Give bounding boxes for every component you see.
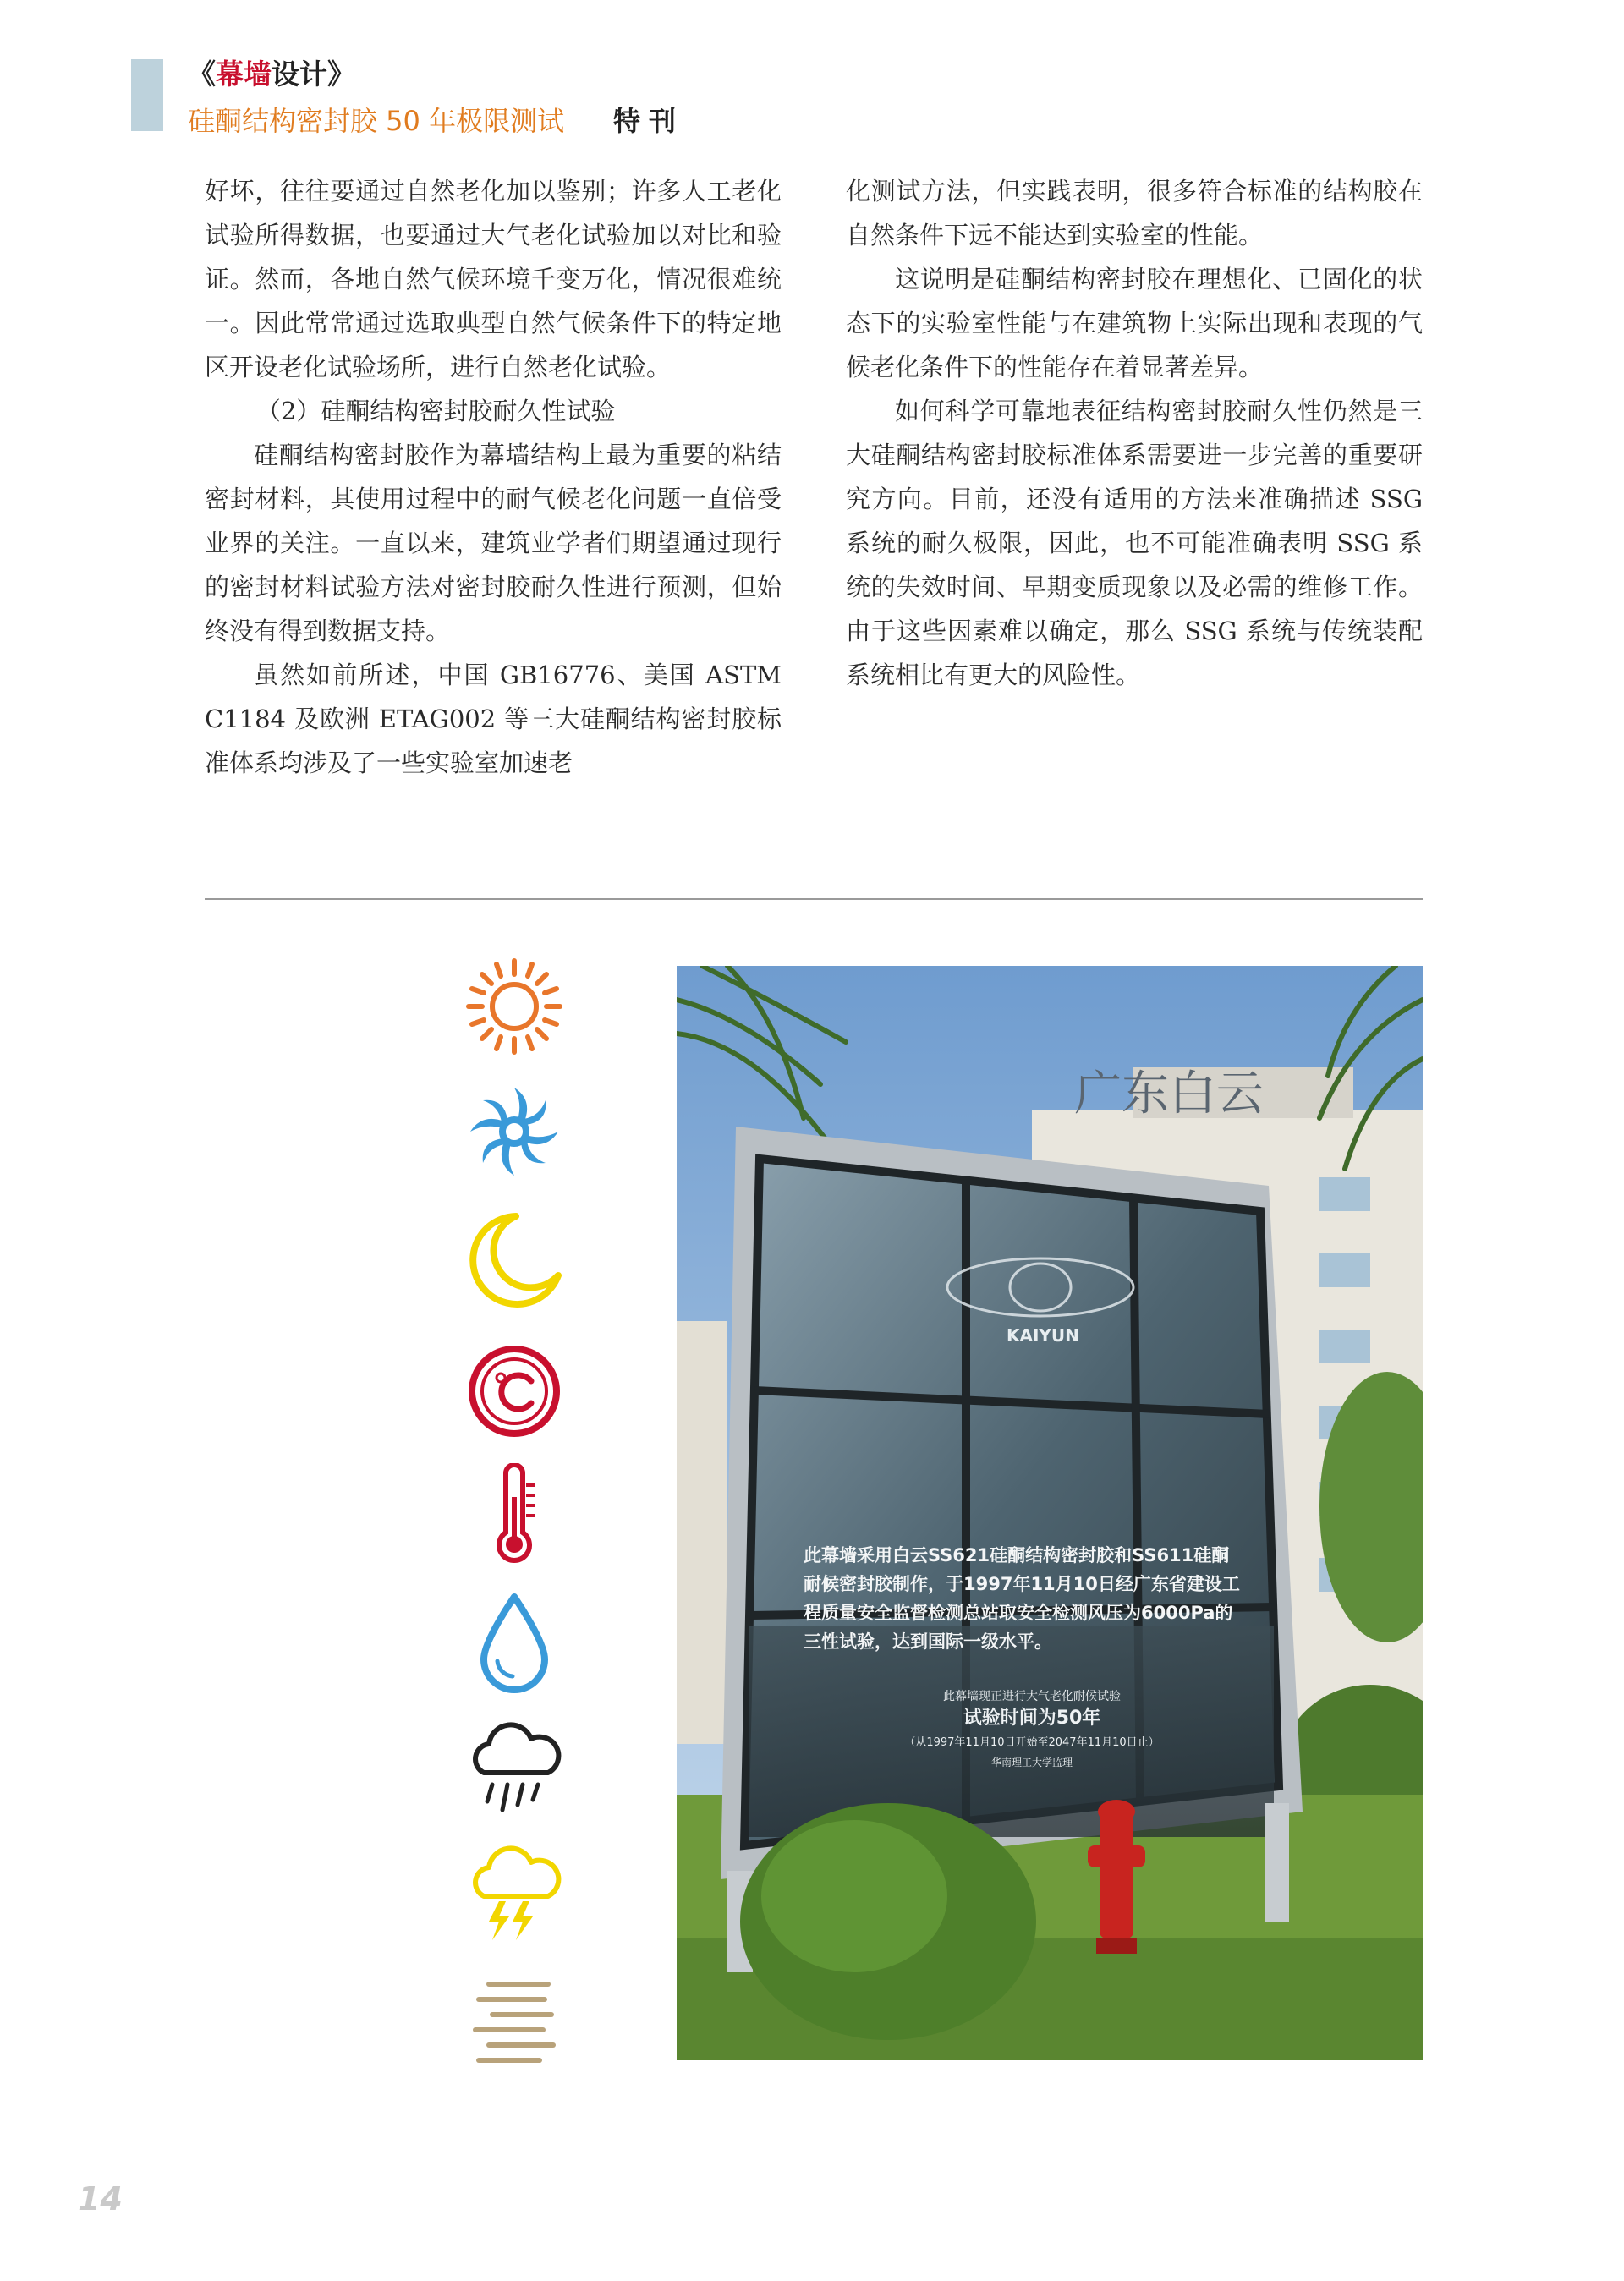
panel-logo-text: KAIYUN bbox=[1007, 1325, 1079, 1346]
special-issue-label: 特刊 bbox=[613, 105, 685, 137]
thunderstorm-icon bbox=[464, 1844, 565, 1945]
article-subtitle: 硅酮结构密封胶 50 年极限测试 bbox=[188, 105, 565, 137]
panel-note-2: 试验时间为50年 bbox=[963, 1708, 1101, 1729]
rain-cloud-icon bbox=[464, 1717, 565, 1818]
header-accent-bar bbox=[131, 59, 163, 131]
left-text-column bbox=[205, 169, 782, 785]
journal-title-highlight: 幕墙 bbox=[216, 58, 272, 90]
paragraph: 虽然如前所述，中国 GB16776、美国 ASTM C1184 及欧洲 ETAG002 等三大硅酮结构密封胶标准体系均涉及了一些实验室加速老 bbox=[205, 661, 782, 777]
section-heading: （2）硅酮结构密封胶耐久性试验 bbox=[255, 397, 616, 425]
thermometer-icon bbox=[464, 1463, 565, 1565]
wind-swirl-icon bbox=[464, 1081, 565, 1182]
panel-note-3: （从1997年11月10日开始至2047年11月10日止） bbox=[904, 1736, 1160, 1749]
curtain-wall-test-photo bbox=[677, 966, 1423, 2060]
paragraph: 这说明是硅酮结构密封胶在理想化、已固化的状态下的实验室性能与在建筑物上实际出现和表现的气候老化条件下的性能存在着显著差异。 bbox=[846, 265, 1423, 381]
building-sign-text: 广东白云 bbox=[1074, 1066, 1264, 1121]
paragraph: 硅酮结构密封胶作为幕墙结构上最为重要的粘结密封材料，其使用过程中的耐气候老化问题一直倍受业界的关注。一直以来，建筑业学者们期望通过现行的密封材料试验方法对密封胶耐久性进行预测，但始终没有得到数据支持。 bbox=[205, 441, 782, 645]
water-drop-icon bbox=[464, 1592, 565, 1693]
right-text-column bbox=[846, 169, 1423, 697]
moon-icon bbox=[464, 1209, 565, 1311]
section-divider bbox=[205, 898, 1423, 900]
fog-icon bbox=[464, 1971, 565, 2072]
paragraph: 化测试方法，但实践表明，很多符合标准的结构胶在自然条件下远不能达到实验室的性能。 bbox=[846, 177, 1423, 249]
celsius-icon bbox=[464, 1341, 565, 1442]
paragraph: 好坏，往往要通过自然老化加以鉴别；许多人工老化试验所得数据，也要通过大气老化试验加以对比和验证。然而，各地自然气候环境千变万化，情况很难统一。因此常常通过选取典型自然气候条件下的特定地区开设老化试验场所，进行自然老化试验。 bbox=[205, 177, 782, 381]
journal-title: 《幕墙设计》 bbox=[188, 58, 355, 90]
panel-note-1: 此幕墙现正进行大气老化耐候试验 bbox=[943, 1690, 1121, 1703]
paragraph: 如何科学可靠地表征结构密封胶耐久性仍然是三大硅酮结构密封胶标准体系需要进一步完善的重要研究方向。目前，还没有适用的方法来准确描述 SSG 系统的耐久极限，因此，也不可能准确表明 SSG 系统的失效时间、早期变质现象以及必需的维修工作。由于这些因素难以确定，那么 SSG 系统与传统装配系统相比有更大的风险性。 bbox=[846, 397, 1423, 689]
panel-note-4: 华南理工大学监理 bbox=[990, 1757, 1073, 1768]
panel-inscription: 此幕墙采用白云SS621硅酮结构密封胶和SS611硅酮耐候密封胶制作，于1997年11月10日经广东省建设工程质量安全监督检测总站取安全检测风压为6000Pa的三性试验，达到国际一级水平。 bbox=[804, 1545, 1240, 1652]
page-number: 14 bbox=[78, 2180, 123, 2218]
sun-icon bbox=[464, 956, 565, 1057]
